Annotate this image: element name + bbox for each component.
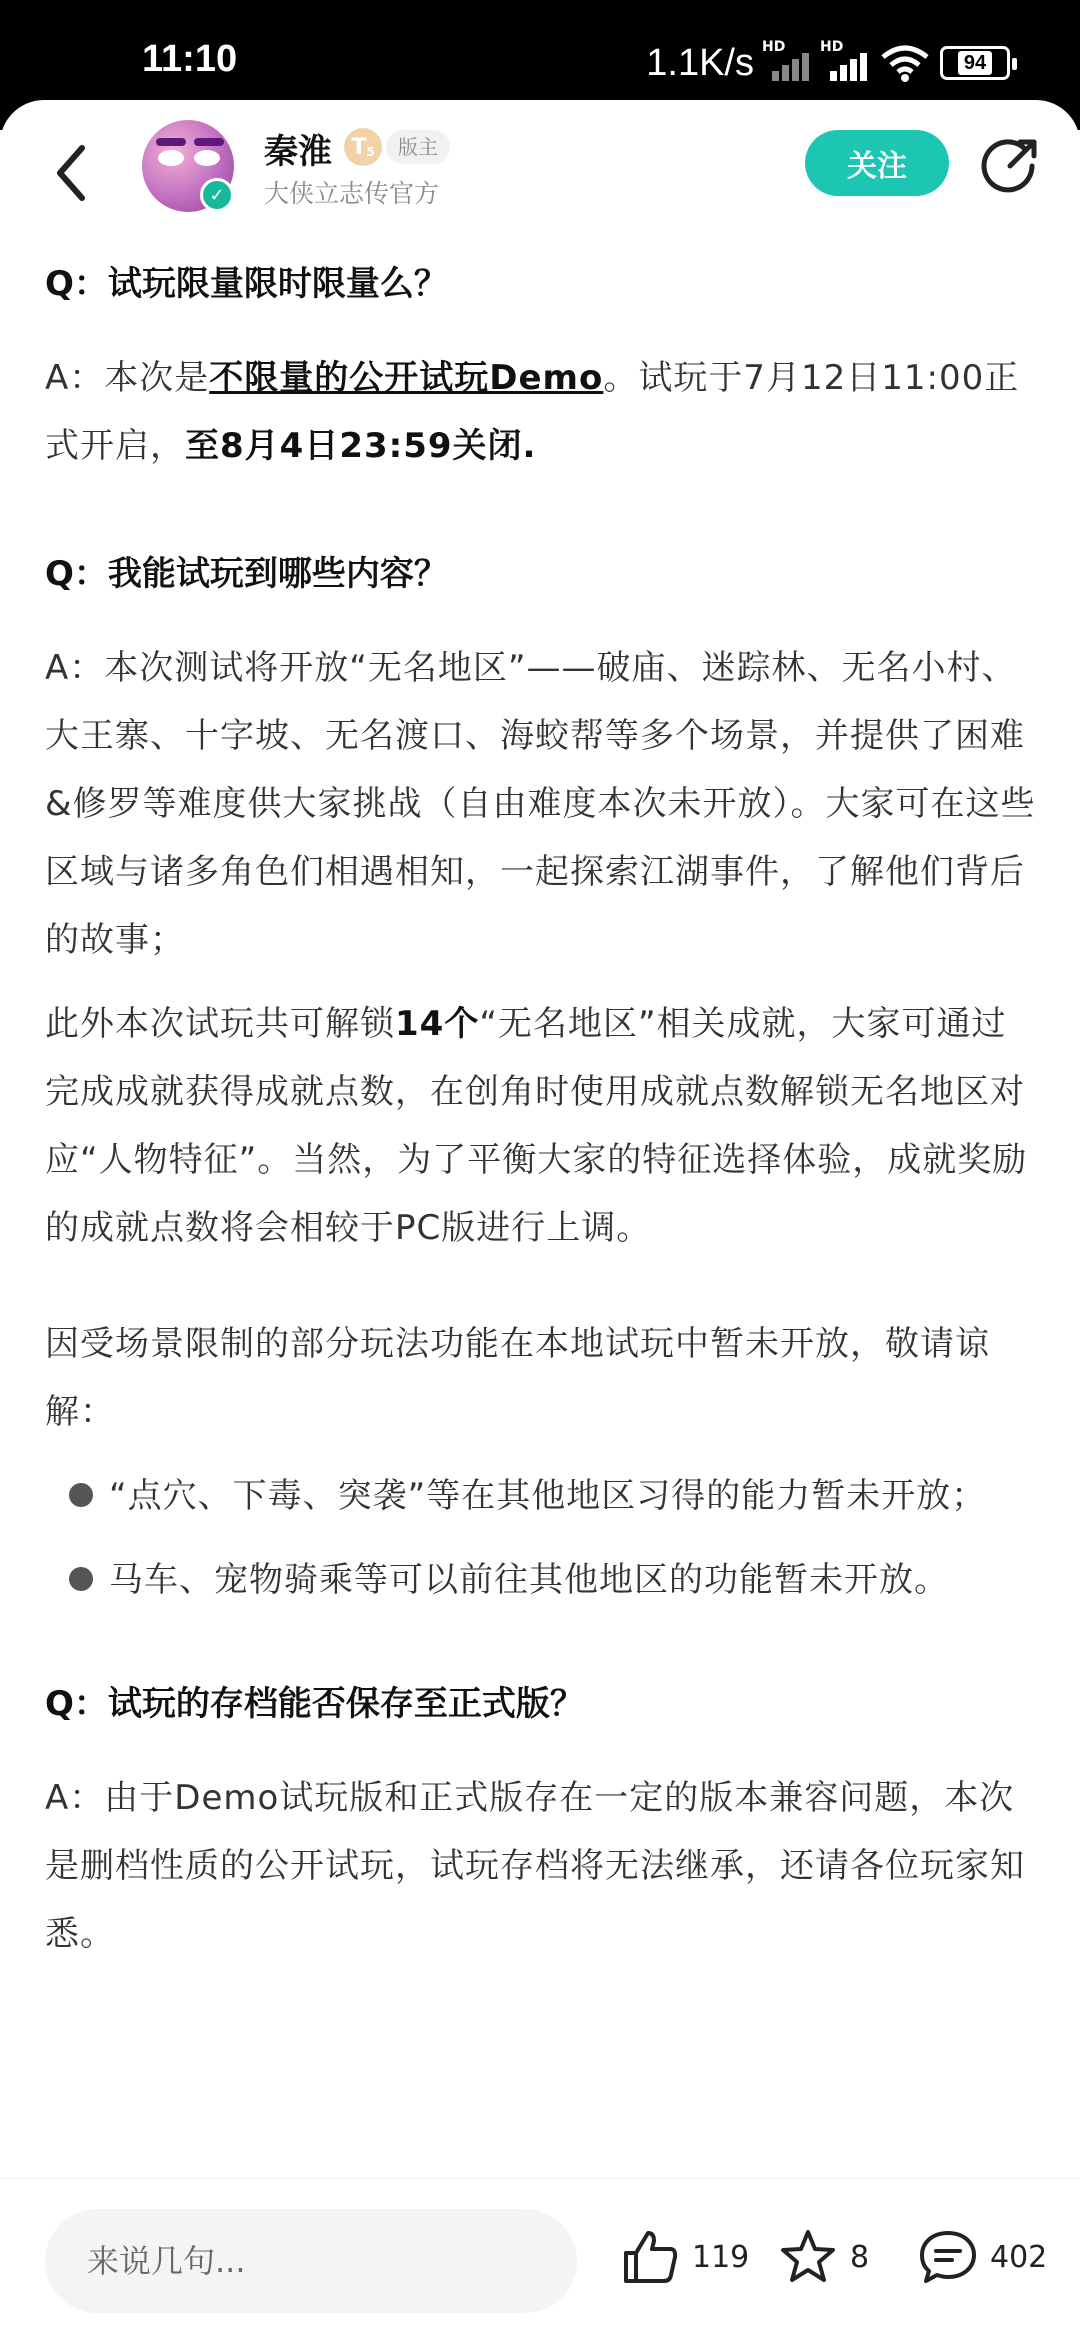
list-item: 马车、宠物骑乘等可以前往其他地区的功能暂未开放。 [45,1546,1040,1614]
share-icon[interactable] [980,136,1040,196]
verified-icon: ✓ [200,178,234,212]
comment-icon [918,2227,978,2287]
post-sheet [0,100,1080,2340]
signal-icon: HD [822,43,870,83]
question-3: Q：试玩的存档能否保存至正式版？ [45,1684,584,1724]
wifi-icon [880,43,930,83]
role-badge: 版主 [386,130,450,164]
limit-intro: 因受场景限制的部分玩法功能在本地试玩中暂未开放，敬请谅解： [45,1324,990,1432]
battery-level: 94 [958,51,992,75]
network-speed: 1.1K/s [646,41,754,84]
follow-button[interactable]: 关注 [805,130,949,196]
signal-icon: HD [764,43,812,83]
bullet-icon [69,1483,93,1507]
level-badge: T $_5$ [344,128,382,166]
battery-icon [940,46,1010,80]
star-icon [778,2227,838,2287]
question-1: Q：试玩限量限时限量么？ [45,264,448,304]
status-time: 11:10 [142,38,238,80]
answer-1: A：本次是不限量的公开试玩Demo。试玩于7月12日11:00正式开启，至8月4日23:59关闭. [45,358,1020,466]
list-item: “点穴、下毒、突袭”等在其他地区习得的能力暂未开放； [45,1462,1040,1530]
favorite-count: 8 [850,2239,870,2275]
question-2: Q：我能试玩到哪些内容？ [45,554,448,594]
answer-4: A：由于Demo试玩版和正式版存在一定的版本兼容问题，本次是删档性质的公开试玩，试玩存档将无法继承，还请各位玩家知悉。 [45,1778,1025,1954]
like-button[interactable] [620,2227,749,2287]
comment-input[interactable]: 来说几句... [45,2209,577,2313]
answer-3: 此外本次试玩共可解锁14个“无名地区”相关成就，大家可通过完成成就获得成就点数，在创角时使用成就点数解锁无名地区对应“人物特征”。当然，为了平衡大家的特征选择体验，成就奖励的成就点数将会相较于PC版进行上调。 [45,1004,1028,1248]
bullet-icon [69,1567,93,1591]
status-icons [646,38,1010,88]
post-header [0,100,1080,270]
like-count: 119 [692,2239,750,2275]
back-icon[interactable] [48,140,98,206]
thumbs-up-icon [620,2227,680,2287]
user-subtitle: 大侠立志传官方 [264,179,440,208]
username[interactable]: 秦淮 [264,132,332,172]
bottom-action-bar [0,2178,1080,2340]
post-content [45,250,1040,1968]
favorite-button[interactable] [778,2227,869,2287]
answer-2: A：本次测试将开放“无名地区”——破庙、迷踪林、无名小村、大王寨、十字坡、无名渡口、海蛟帮等多个场景，并提供了困难&修罗等难度供大家挑战（自由难度本次未开放）。大家可在这些区域与诸多角色们相遇相知，一起探索江湖事件，了解他们背后的故事； [45,648,1036,960]
comment-count: 402 [990,2239,1048,2275]
comment-button[interactable] [918,2227,1047,2287]
